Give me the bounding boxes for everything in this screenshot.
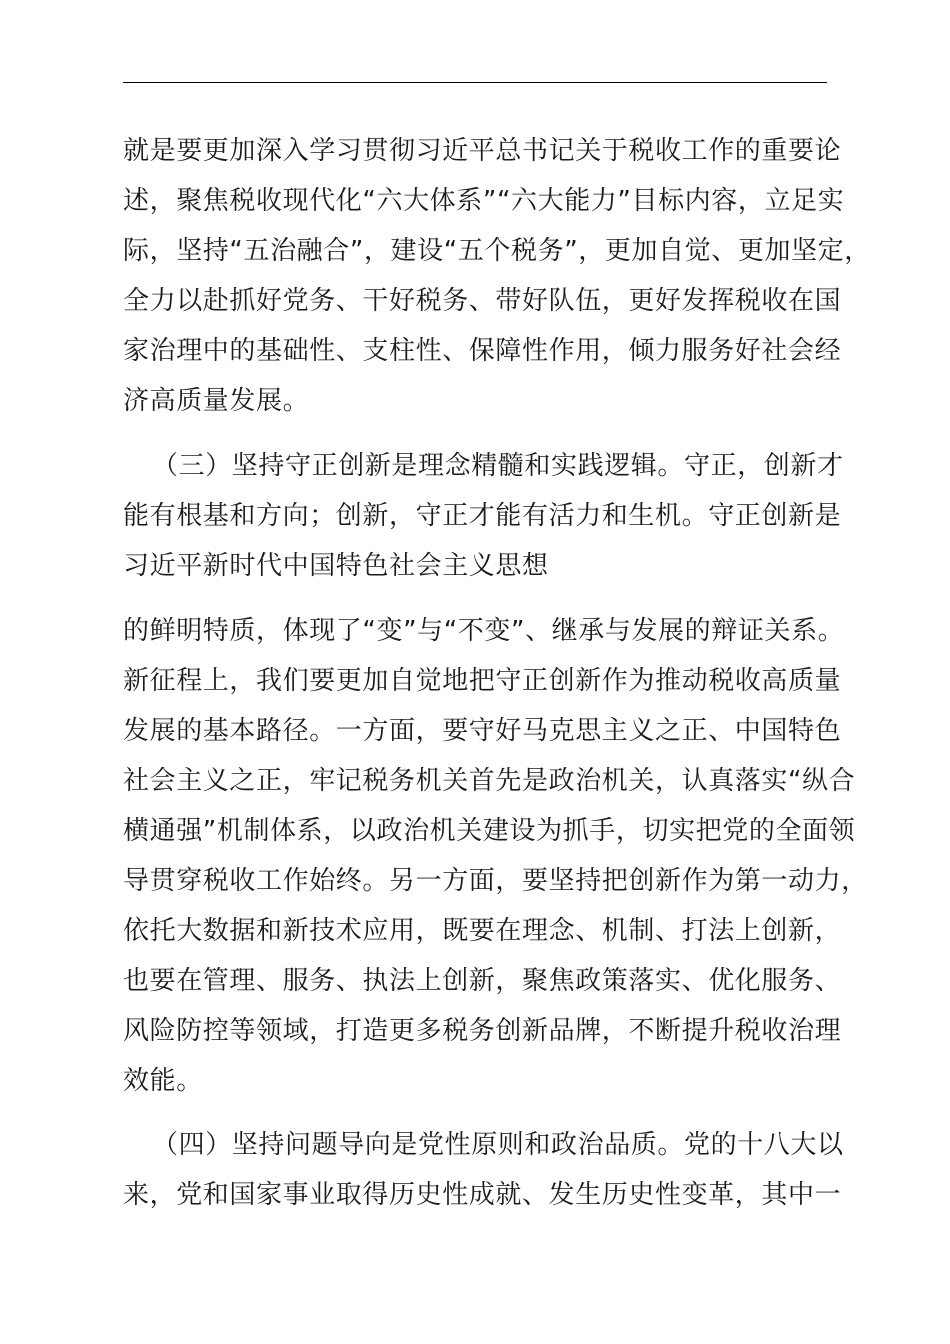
text-line: 家治理中的基础性、支柱性、保障性作用，倾力服务好社会经	[123, 336, 842, 366]
text-line: 效能。	[123, 1066, 203, 1096]
header-rule	[123, 82, 827, 83]
text-line: 习近平新时代中国特色社会主义思想	[123, 551, 549, 581]
text-line: 导贯穿税收工作始终。另一方面，要坚持把创新作为第一动力，	[123, 866, 868, 896]
text-line: 也要在管理、服务、执法上创新，聚焦政策落实、优化服务、	[123, 966, 842, 996]
text-line: 济高质量发展。	[123, 386, 310, 416]
text-line: 社会主义之正，牢记税务机关首先是政治机关，认真落实“纵合	[123, 766, 856, 796]
section-heading-line: （三）坚持守正创新是理念精髓和实践逻辑。守正，创新才	[152, 451, 844, 481]
section-heading-line: （四）坚持问题导向是党性原则和政治品质。党的十八大以	[152, 1130, 844, 1160]
text-line: 的鲜明特质，体现了“变”与“不变”、继承与发展的辩证关系。	[123, 616, 845, 646]
text-line: 风险防控等领域，打造更多税务创新品牌，不断提升税收治理	[123, 1016, 842, 1046]
text-line: 全力以赴抓好党务、干好税务、带好队伍，更好发挥税收在国	[123, 286, 842, 316]
text-line: 述，聚焦税收现代化“六大体系”“六大能力”目标内容，立足实	[123, 186, 845, 216]
text-line: 就是要更加深入学习贯彻习近平总书记关于税收工作的重要论	[123, 136, 842, 166]
text-line: 横通强”机制体系，以政治机关建设为抓手，切实把党的全面领	[123, 816, 856, 846]
text-line: 际，坚持“五治融合”，建设“五个税务”，更加自觉、更加坚定，	[123, 236, 871, 266]
text-line: 来，党和国家事业取得历史性成就、发生历史性变革，其中一	[123, 1180, 842, 1210]
text-line: 能有根基和方向；创新，守正才能有活力和生机。守正创新是	[123, 501, 842, 531]
text-line: 新征程上，我们要更加自觉地把守正创新作为推动税收高质量	[123, 666, 842, 696]
text-line: 发展的基本路径。一方面，要守好马克思主义之正、中国特色	[123, 716, 842, 746]
text-line: 依托大数据和新技术应用，既要在理念、机制、打法上创新，	[123, 916, 842, 946]
